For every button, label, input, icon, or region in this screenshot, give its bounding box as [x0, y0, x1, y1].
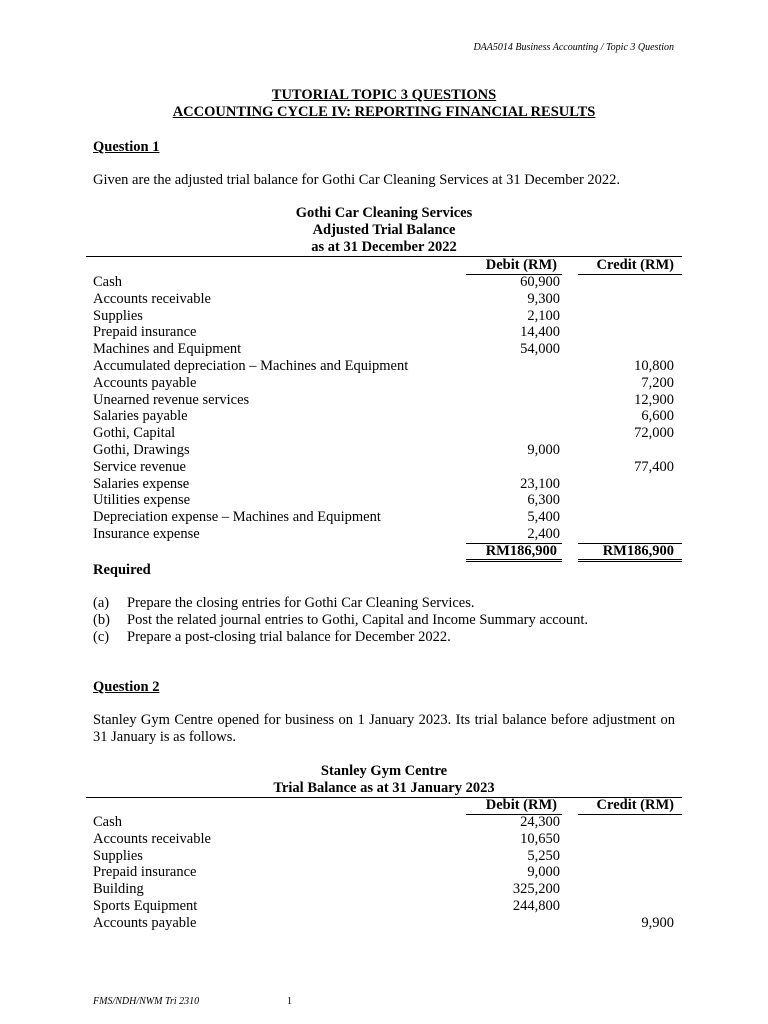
document-subtitle: ACCOUNTING CYCLE IV: REPORTING FINANCIAL RESULTS [172, 104, 596, 120]
debit-amount: 10,650 [520, 830, 560, 847]
spacer [560, 291, 591, 308]
debit-amount: 5,400 [527, 509, 560, 526]
table-row [93, 898, 674, 915]
q1-company-name: Gothi Car Cleaning Services [295, 205, 473, 221]
account-name: Cash [93, 274, 122, 290]
account-name: Service revenue [93, 458, 186, 475]
requirement-label: (b) [93, 612, 110, 628]
spacer [560, 459, 591, 476]
debit-amount [473, 459, 560, 476]
account-name: Accounts payable [93, 374, 197, 391]
spacer [560, 425, 591, 442]
debit-amount: 14,400 [520, 324, 560, 341]
credit-amount [591, 898, 674, 915]
spacer [560, 392, 591, 409]
spacer [560, 831, 591, 848]
account-name: Supplies [93, 307, 143, 324]
account-name: Accounts receivable [93, 290, 211, 307]
q2-company-name: Stanley Gym Centre [320, 763, 448, 779]
account-name: Gothi, Capital [93, 425, 176, 442]
q2-statement-title: Trial Balance as at 31 January 2023 [273, 780, 495, 796]
table-row [93, 358, 674, 375]
table-row [93, 881, 674, 898]
spacer [560, 308, 591, 325]
q1-credit-header: Credit (RM) [596, 257, 674, 273]
q1-debit-double-rule [466, 559, 562, 562]
document-title: TUTORIAL TOPIC 3 QUESTIONS [271, 87, 497, 103]
requirement-text: Prepare a post-closing trial balance for December 2022. [127, 629, 451, 645]
account-name: Building [93, 881, 144, 898]
table-row [93, 324, 674, 341]
debit-amount [473, 375, 560, 392]
credit-amount: 12,900 [634, 391, 674, 408]
credit-amount [591, 881, 674, 898]
credit-amount [591, 814, 674, 831]
table-row [93, 526, 674, 543]
table-row [93, 915, 674, 932]
q2-trial-balance-table [93, 814, 674, 932]
account-name: Accumulated depreciation – Machines and Equipment [93, 357, 409, 374]
spacer [560, 324, 591, 341]
credit-amount: 72,000 [634, 425, 674, 442]
account-name: Utilities expense [93, 492, 191, 509]
page-number: 1 [287, 996, 292, 1007]
spacer [560, 358, 591, 375]
credit-amount [591, 848, 674, 865]
q1-total-credit: RM186,900 [602, 543, 674, 559]
credit-amount: 9,900 [641, 914, 674, 931]
account-name: Depreciation expense – Machines and Equipment [93, 509, 381, 526]
account-name: Salaries expense [93, 475, 190, 492]
requirement-text: Prepare the closing entries for Gothi Car Cleaning Services. [127, 595, 475, 611]
credit-amount [591, 291, 674, 308]
account-name: Gothi, Drawings [93, 441, 190, 458]
debit-amount: 6,300 [527, 492, 560, 509]
credit-amount: 10,800 [634, 357, 674, 374]
credit-amount [591, 526, 674, 543]
debit-amount: 24,300 [520, 814, 560, 830]
table-row [93, 459, 674, 476]
q2-credit-header: Credit (RM) [596, 797, 674, 813]
spacer [560, 526, 591, 543]
debit-amount [473, 915, 560, 932]
debit-amount: 54,000 [520, 341, 560, 358]
spacer [560, 509, 591, 526]
q1-credit-double-rule [578, 559, 682, 562]
question-2-heading: Question 2 [93, 679, 160, 695]
spacer [560, 442, 591, 459]
footer-reference: FMS/NDH/NWM Tri 2310 [93, 996, 200, 1007]
credit-amount [591, 492, 674, 509]
credit-amount [591, 831, 674, 848]
requirement-text: Post the related journal entries to Gothi, Capital and Income Summary account. [127, 612, 589, 628]
spacer [560, 492, 591, 509]
account-name: Machines and Equipment [93, 341, 242, 358]
credit-amount [591, 509, 674, 526]
credit-amount: 7,200 [641, 374, 674, 391]
q1-statement-date: as at 31 December 2022 [311, 239, 457, 255]
requirement-label: (c) [93, 629, 110, 645]
q1-requirement-a [93, 595, 475, 612]
table-row [93, 291, 674, 308]
account-name: Salaries payable [93, 408, 188, 425]
table-row [93, 425, 674, 442]
account-name: Supplies [93, 847, 143, 864]
q1-statement-title: Adjusted Trial Balance [312, 222, 456, 238]
debit-amount [473, 392, 560, 409]
account-name: Prepaid insurance [93, 864, 197, 881]
table-row [93, 476, 674, 493]
spacer [560, 375, 591, 392]
table-row [93, 375, 674, 392]
debit-amount: 325,200 [512, 881, 560, 898]
table-row [93, 408, 674, 425]
credit-amount [591, 476, 674, 493]
debit-amount [473, 358, 560, 375]
credit-amount [591, 864, 674, 881]
credit-amount [591, 442, 674, 459]
table-row [93, 442, 674, 459]
table-row [93, 341, 674, 358]
q1-requirement-b [93, 612, 588, 629]
table-row [93, 831, 674, 848]
credit-amount: 77,400 [634, 458, 674, 475]
q2-debit-header: Debit (RM) [485, 797, 557, 813]
account-name: Accounts payable [93, 914, 197, 931]
credit-amount [591, 308, 674, 325]
table-row [93, 308, 674, 325]
spacer [560, 881, 591, 898]
spacer [560, 864, 591, 881]
q1-trial-balance-table [93, 274, 674, 543]
table-row [93, 814, 674, 831]
credit-amount: 6,600 [641, 408, 674, 425]
question-2-intro: Stanley Gym Centre opened for business on 1 January 2023. Its trial balance before adjustment on 31 January is as follows. [93, 712, 675, 745]
debit-amount: 23,100 [520, 475, 560, 492]
account-name: Sports Equipment [93, 897, 198, 914]
debit-amount: 9,300 [527, 290, 560, 307]
account-name: Unearned revenue services [93, 391, 250, 408]
table-row [93, 492, 674, 509]
debit-amount: 2,100 [527, 307, 560, 324]
question-1-heading: Question 1 [93, 139, 160, 155]
debit-amount: 244,800 [512, 897, 560, 914]
debit-amount: 60,900 [520, 274, 560, 290]
table-row [93, 392, 674, 409]
credit-amount [591, 324, 674, 341]
table-row [93, 848, 674, 865]
q1-requirement-c [93, 629, 451, 646]
debit-amount [473, 425, 560, 442]
table-row [93, 864, 674, 881]
debit-amount [473, 408, 560, 425]
table-row [93, 509, 674, 526]
account-name: Cash [93, 814, 122, 830]
spacer [560, 898, 591, 915]
account-name: Insurance expense [93, 525, 200, 542]
spacer [560, 476, 591, 493]
debit-amount: 9,000 [527, 441, 560, 458]
debit-amount: 9,000 [527, 864, 560, 881]
table-row [93, 274, 674, 291]
spacer [560, 848, 591, 865]
running-header: DAA5014 Business Accounting / Topic 3 Question [473, 42, 674, 53]
q1-total-debit: RM186,900 [485, 543, 557, 559]
account-name: Accounts receivable [93, 830, 211, 847]
q1-debit-header: Debit (RM) [485, 257, 557, 273]
credit-amount [591, 274, 674, 291]
question-1-intro: Given are the adjusted trial balance for Gothi Car Cleaning Services at 31 December 2022. [93, 172, 621, 188]
debit-amount: 5,250 [527, 847, 560, 864]
credit-amount [591, 341, 674, 358]
spacer [560, 408, 591, 425]
account-name: Prepaid insurance [93, 324, 197, 341]
spacer [560, 274, 591, 291]
debit-amount: 2,400 [527, 525, 560, 542]
q1-required-label: Required [93, 562, 151, 578]
spacer [560, 814, 591, 831]
spacer [560, 341, 591, 358]
requirement-label: (a) [93, 595, 110, 611]
spacer [560, 915, 591, 932]
